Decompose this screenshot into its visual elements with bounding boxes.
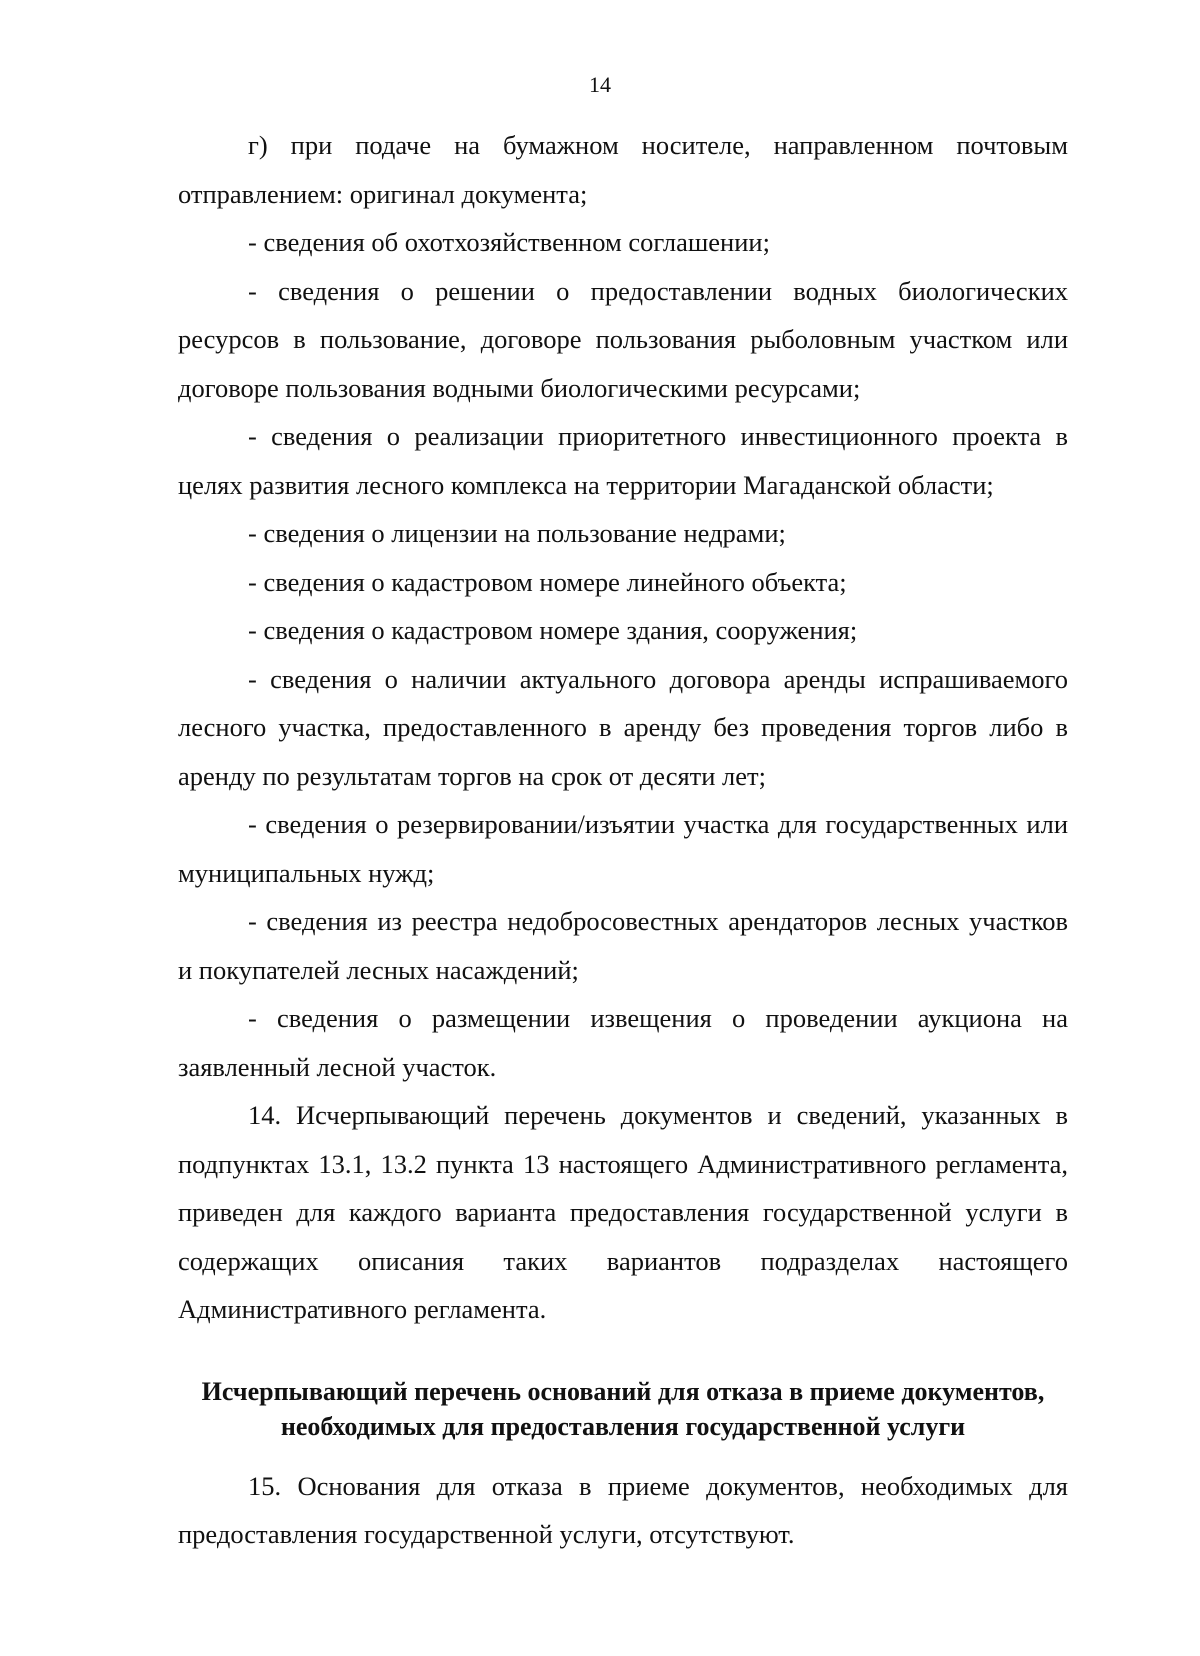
paragraph-15: 15. Основания для отказа в приеме документов, необходимых для предоставления государственной услуги, отсутствуют. <box>178 1470 1068 1549</box>
list-item: - сведения о наличии актуального договора аренды испрашиваемого лесного участка, предоставленного в аренду без проведения торгов либо в аренду по результатам торгов на срок от десяти лет; <box>178 663 1068 791</box>
list-item: - сведения о резервировании/изъятии участка для государственных или муниципальных нужд; <box>178 809 1068 888</box>
paragraph-14: 14. Исчерпывающий перечень документов и сведений, указанных в подпунктах 13.1, 13.2 пункта 13 настоящего Административного регламента, приведен для каждого варианта предоставления государственной услуги в содержащих описания таких вариантов подразделах настоящего Административного регламента. <box>178 1100 1068 1324</box>
list-item: - сведения о размещении извещения о проведении аукциона на заявленный лесной участок. <box>178 1003 1068 1082</box>
list-item: - сведения о реализации приоритетного инвестиционного проекта в целях развития лесного комплекса на территории Магаданской области; <box>178 421 1068 500</box>
paragraph-item-g: г) при подаче на бумажном носителе, направленном почтовым отправлением: оригинал документа; <box>178 130 1068 209</box>
document-body <box>178 121 1068 1559</box>
list-item: - сведения о кадастровом номере здания, сооружения; <box>248 615 858 645</box>
list-item: - сведения из реестра недобросовестных арендаторов лесных участков и покупателей лесных насаждений; <box>178 906 1068 985</box>
list-item: - сведения о кадастровом номере линейного объекта; <box>248 566 847 597</box>
list-item: - сведения об охотхозяйственном соглашении; <box>248 227 770 257</box>
list-item: - сведения о решении о предоставлении водных биологических ресурсов в пользование, договоре пользования рыболовным участком или договоре пользования водными биологическими ресурсами; <box>178 275 1068 403</box>
page-number: 14 <box>589 72 611 97</box>
section-heading: Исчерпывающий перечень оснований для отказа в приеме документов, необходимых для предоставления государственной услуги <box>201 1376 1045 1441</box>
list-item: - сведения о лицензии на пользование недрами; <box>248 518 786 548</box>
